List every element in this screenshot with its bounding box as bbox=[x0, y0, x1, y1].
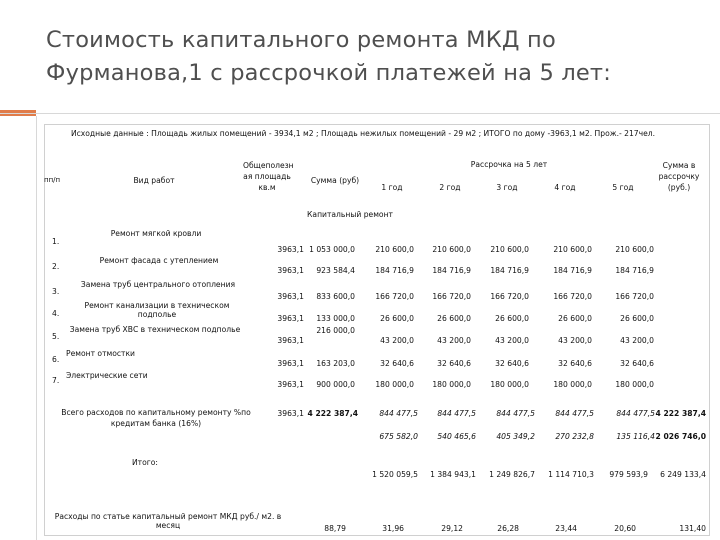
itogo-year-5: 979 593,9 bbox=[609, 470, 648, 479]
itogo-year-4: 1 114 710,3 bbox=[548, 470, 594, 479]
row-year-2: 26 600,0 bbox=[437, 314, 471, 323]
row-year-3: 32 640,6 bbox=[495, 359, 529, 368]
row-work-name: Замена труб ХВС в техническом подполье bbox=[69, 325, 241, 334]
header-total: Сумма в рассрочку (руб.) bbox=[658, 161, 700, 192]
header-year-1: 1 год bbox=[381, 183, 403, 192]
row-sum: 923 584,4 bbox=[316, 266, 355, 275]
left-margin-line bbox=[36, 116, 37, 540]
row-year-4: 32 640,6 bbox=[558, 359, 592, 368]
row-sum: 133 000,0 bbox=[316, 314, 355, 323]
header-work: Вид работ bbox=[133, 176, 175, 185]
row-area: 3963,1 bbox=[277, 292, 304, 301]
row-work-name: Электрические сети bbox=[66, 371, 148, 380]
row-area: 3963,1 bbox=[277, 314, 304, 323]
row-year-1: 184 716,9 bbox=[375, 266, 414, 275]
row-year-3: 26 600,0 bbox=[495, 314, 529, 323]
row-year-5: 43 200,0 bbox=[620, 336, 654, 345]
row-year-3: 43 200,0 bbox=[495, 336, 529, 345]
row-year-1: 26 600,0 bbox=[380, 314, 414, 323]
header-year-5: 5 год bbox=[612, 183, 634, 192]
total-label: Всего расходов по капитальному ремонту %по кредитам банка (16%) bbox=[61, 408, 251, 428]
row-year-5: 180 000,0 bbox=[615, 380, 654, 389]
row-number: 3. bbox=[52, 287, 60, 296]
per-m2-year-1: 31,96 bbox=[382, 524, 404, 533]
per-m2-sum: 88,79 bbox=[324, 524, 346, 533]
row-sum: 833 600,0 bbox=[316, 292, 355, 301]
row-year-1: 32 640,6 bbox=[380, 359, 414, 368]
row-year-2: 184 716,9 bbox=[432, 266, 471, 275]
per-m2-year-3: 26,28 bbox=[497, 524, 519, 533]
row-year-2: 210 600,0 bbox=[432, 245, 471, 254]
slide-title: Стоимость капитального ремонта МКД по Фурманова,1 с рассрочкой платежей на 5 лет: bbox=[46, 27, 612, 86]
interest-year-4: 270 232,8 bbox=[555, 432, 594, 441]
row-year-5: 26 600,0 bbox=[620, 314, 654, 323]
header-year-2: 2 год bbox=[439, 183, 461, 192]
per-m2-year-2: 29,12 bbox=[441, 524, 463, 533]
itogo-label: Итого: bbox=[132, 458, 158, 467]
interest-year-2: 540 465,6 bbox=[437, 432, 476, 441]
row-year-4: 43 200,0 bbox=[558, 336, 592, 345]
section-title: Капитальный ремонт bbox=[307, 210, 393, 219]
row-area: 3963,1 bbox=[277, 359, 304, 368]
row-sum: 1 053 000,0 bbox=[309, 245, 355, 254]
row-number: 6. bbox=[52, 355, 60, 364]
source-data-line: Исходные данные : Площадь жилых помещений - 3934,1 м2 ; Площадь нежилых помещений - 29 м2 ; ИТОГО по дому -3963,1 м2. Прож.- 217чел. bbox=[70, 129, 656, 138]
per-m2-label: Расходы по статье капитальный ремонт МКД руб./ м2. в месяц bbox=[54, 512, 282, 530]
row-work-name: Ремонт канализации в техническом подполье bbox=[84, 301, 230, 319]
interest-year-5: 135 116,4 bbox=[616, 432, 655, 441]
row-year-4: 210 600,0 bbox=[553, 245, 592, 254]
row-year-4: 180 000,0 bbox=[553, 380, 592, 389]
row-work-name: Замена труб центрального отопления bbox=[80, 280, 236, 289]
row-year-5: 32 640,6 bbox=[620, 359, 654, 368]
row-sum: 216 000,0 bbox=[316, 326, 355, 335]
header-area: Общеполезн ая площадь кв.м bbox=[243, 161, 294, 192]
row-number: 5. bbox=[52, 332, 60, 341]
header-sum: Сумма (руб) bbox=[310, 176, 360, 185]
row-area: 3963,1 bbox=[277, 380, 304, 389]
row-sum: 900 000,0 bbox=[316, 380, 355, 389]
title-divider bbox=[0, 113, 720, 114]
row-area: 3963,1 bbox=[277, 336, 304, 345]
itogo-year-2: 1 384 943,1 bbox=[430, 470, 476, 479]
row-year-2: 166 720,0 bbox=[432, 292, 471, 301]
row-year-3: 210 600,0 bbox=[490, 245, 529, 254]
row-number: 4. bbox=[52, 309, 60, 318]
row-sum: 163 203,0 bbox=[316, 359, 355, 368]
interest-year-3: 405 349,2 bbox=[496, 432, 535, 441]
row-year-1: 210 600,0 bbox=[375, 245, 414, 254]
total-year-4: 844 477,5 bbox=[555, 409, 594, 418]
per-m2-total: 131,40 bbox=[679, 524, 706, 533]
row-number: 1. bbox=[52, 237, 60, 246]
row-year-4: 26 600,0 bbox=[558, 314, 592, 323]
per-m2-year-5: 20,60 bbox=[614, 524, 636, 533]
interest-total: 2 026 746,0 bbox=[655, 432, 706, 441]
header-year-3: 3 год bbox=[496, 183, 518, 192]
per-m2-year-4: 23,44 bbox=[555, 524, 577, 533]
itogo-year-3: 1 249 826,7 bbox=[489, 470, 535, 479]
row-year-3: 184 716,9 bbox=[490, 266, 529, 275]
header-num: пп/п bbox=[44, 176, 61, 184]
row-year-1: 43 200,0 bbox=[380, 336, 414, 345]
row-year-5: 184 716,9 bbox=[615, 266, 654, 275]
row-year-4: 184 716,9 bbox=[553, 266, 592, 275]
row-year-5: 210 600,0 bbox=[615, 245, 654, 254]
total-year-3: 844 477,5 bbox=[496, 409, 535, 418]
itogo-year-1: 1 520 059,5 bbox=[372, 470, 418, 479]
row-area: 3963,1 bbox=[277, 245, 304, 254]
row-year-5: 166 720,0 bbox=[615, 292, 654, 301]
row-year-3: 180 000,0 bbox=[490, 380, 529, 389]
row-number: 7. bbox=[52, 376, 60, 385]
interest-year-1: 675 582,0 bbox=[379, 432, 418, 441]
total-year-5: 844 477,5 bbox=[616, 409, 655, 418]
total-sum-installment: 4 222 387,4 bbox=[655, 409, 706, 418]
row-year-2: 32 640,6 bbox=[437, 359, 471, 368]
total-area: 3963,1 bbox=[277, 409, 304, 418]
itogo-total: 6 249 133,4 bbox=[660, 470, 706, 479]
row-work-name: Ремонт мягкой кровли bbox=[110, 229, 202, 238]
total-sum: 4 222 387,4 bbox=[307, 409, 358, 418]
row-year-2: 180 000,0 bbox=[432, 380, 471, 389]
total-year-2: 844 477,5 bbox=[437, 409, 476, 418]
row-year-1: 180 000,0 bbox=[375, 380, 414, 389]
total-year-1: 844 477,5 bbox=[379, 409, 418, 418]
row-work-name: Ремонт отмостки bbox=[66, 349, 135, 358]
row-year-1: 166 720,0 bbox=[375, 292, 414, 301]
row-year-4: 166 720,0 bbox=[553, 292, 592, 301]
row-number: 2. bbox=[52, 262, 60, 271]
row-year-2: 43 200,0 bbox=[437, 336, 471, 345]
row-work-name: Ремонт фасада с утеплением bbox=[99, 256, 219, 265]
header-year-4: 4 год bbox=[554, 183, 576, 192]
row-year-3: 166 720,0 bbox=[490, 292, 529, 301]
header-installment: Рассрочка на 5 лет bbox=[470, 160, 548, 169]
row-area: 3963,1 bbox=[277, 266, 304, 275]
